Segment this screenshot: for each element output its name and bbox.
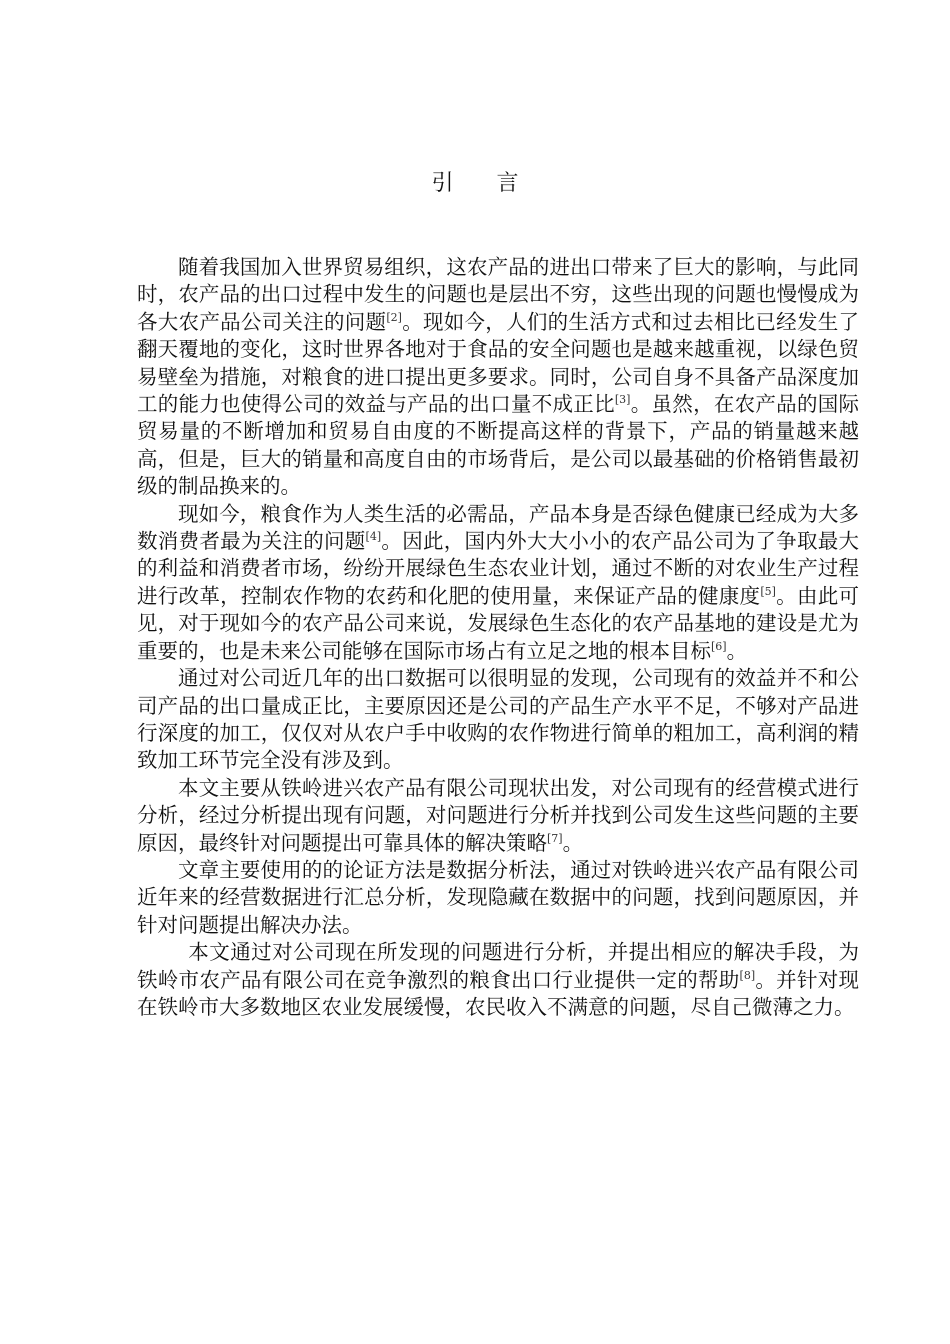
citation-ref: [8] xyxy=(739,968,756,982)
paragraph-text: 。由此可见，对于现如今的农产品公司来说，发展绿色生态化的农产品基地的建设是尤为重要的，也是未来公司能够在国际市场占有立足之地的根本目标 xyxy=(137,583,860,663)
paragraph-text: 。并针对现在铁岭市大多数地区农业发展缓慢，农民收入不满意的问题，尽自己微薄之力。 xyxy=(137,967,860,1019)
paragraph-text: 随着我国加入世界贸易组织，这农产品的进出口带来了巨大的影响，与此同时，农产品的出口过程中发生的问题也是层出不穷，这些出现的问题也慢慢成为各大农产品公司关注的问题 xyxy=(137,255,859,334)
paragraph-2 xyxy=(137,501,859,665)
paragraph-1 xyxy=(137,254,859,501)
paragraph-4 xyxy=(137,775,859,857)
paragraph-3 xyxy=(137,665,859,775)
page-title: 引 言 xyxy=(431,171,537,196)
paragraph-text: 文章主要使用的的论证方法是数据分析法，通过对铁岭进兴农产品有限公司近年来的经营数据进行汇总分析，发现隐藏在数据中的问题，找到问题原因，并针对问题提出解决办法。 xyxy=(137,857,859,937)
paragraph-text: 通过对公司近几年的出口数据可以很明显的发现，公司现有的效益并不和公司产品的出口量成正比，主要原因还是公司的产品生产水平不足，不够对产品进行深度的加工，仅仅对从农户手中收购的农作物进行简单的粗加工，高利润的精致加工环节完全没有涉及到。 xyxy=(137,666,859,773)
paragraph-5 xyxy=(137,857,859,939)
paragraph-text: 本文主要从铁岭进兴农产品有限公司现状出发，对公司现有的经营模式进行分析，经过分析提出现有问题，对问题进行分析并找到公司发生这些问题的主要原因，最终针对问题提出可靠具体的解决策略 xyxy=(137,775,859,855)
citation-ref: [7] xyxy=(547,831,563,845)
body-text xyxy=(137,254,859,1021)
paragraph-text: 。 xyxy=(726,638,748,663)
citation-ref: [3] xyxy=(614,393,631,407)
paragraph-text: 。因此，国内外大大小小的农产品公司为了争取最大的利益和消费者市场，纷纷开展绿色生态农业计划，通过不断的对农业生产过程进行改革，控制农作物的农药和化肥的使用量，来保证产品的健康度 xyxy=(137,529,860,608)
citation-ref: [6] xyxy=(711,639,727,653)
citation-ref: [2] xyxy=(386,310,402,324)
paragraph-text: 。现如今，人们的生活方式和过去相比已经发生了翻天覆地的变化，这时世界各地对于食品的安全问题也是越来越重视，以绿色贸易壁垒为措施，对粮食的进口提出更多要求。同时，公司自身不具备产品深度加工的能力也使得公司的效益与产品的出口量不成正比 xyxy=(137,309,860,417)
paragraph-text: 本文通过对公司现在所发现的问题进行分析，并提出相应的解决手段，为铁岭市农产品有限公司在竞争激烈的粮食出口行业提供一定的帮助 xyxy=(137,940,859,992)
citation-ref: [4] xyxy=(365,530,382,544)
citation-ref: [5] xyxy=(760,585,776,599)
paragraph-6 xyxy=(137,939,859,1021)
paragraph-text: 。 xyxy=(562,830,584,855)
paragraph-text: 现如今，粮食作为人类生活的必需品，产品本身是否绿色健康已经成为大多数消费者最为关注的问题 xyxy=(137,501,859,554)
paragraph-text: 。虽然，在农产品的国际贸易量的不断增加和贸易自由度的不断提高这样的背景下，产品的销量越来越高，但是，巨大的销量和高度自由的市场背后，是公司以最基础的价格销售最初级的制品换来的。 xyxy=(137,392,860,499)
